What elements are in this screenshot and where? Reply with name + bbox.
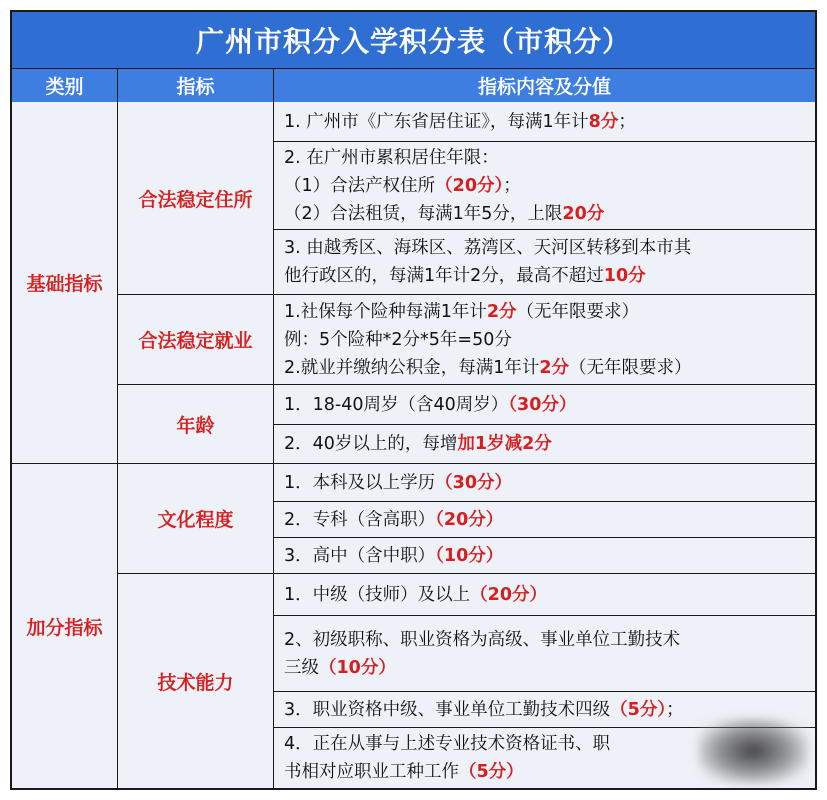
content-row-district-transfer: 3. 由越秀区、海珠区、荔湾区、天河区转移到本市其 他行政区的，每满1年计2分，最高不超过10分 bbox=[274, 230, 815, 295]
indicator-employment: 合法稳定就业 bbox=[118, 295, 274, 385]
content-row-bachelor: 1．本科及以上学历（30分） bbox=[274, 464, 815, 502]
header-category: 类别 bbox=[12, 68, 118, 102]
indicator-skill: 技术能力 bbox=[118, 574, 274, 788]
content-row-residence-years: 2. 在广州市累积居住年限： （1）合法产权住所（20分）； （2）合法租赁，每满1年5分，上限20分 bbox=[274, 142, 815, 230]
indicator-residence: 合法稳定住所 bbox=[118, 102, 274, 295]
content-row-junior-title: 2、初级职称、职业资格为高级、事业单位工勤技术 三级（10分） bbox=[274, 616, 815, 692]
content-row-residence-permit: 1. 广州市《广东省居住证》，每满1年计8分； bbox=[274, 102, 815, 142]
points-table bbox=[10, 10, 817, 790]
header-content: 指标内容及分值 bbox=[274, 68, 815, 102]
table-title: 广州市积分入学积分表（市积分） bbox=[12, 12, 815, 68]
category-basic: 基础指标 bbox=[12, 102, 118, 464]
indicator-age: 年龄 bbox=[118, 385, 274, 464]
content-row-employment: 1.社保每个险种每满1年计2分（无年限要求） 例：5个险种*2分*5年=50分 2.就业并缴纳公积金，每满1年计2分（无年限要求） bbox=[274, 295, 815, 385]
content-row-age-18-40: 1．18-40周岁（含40周岁）（30分） bbox=[274, 385, 815, 425]
content-row-intermediate: 1．中级（技师）及以上（20分） bbox=[274, 574, 815, 616]
content-row-age-over-40: 2．40岁以上的，每增加1岁减2分 bbox=[274, 425, 815, 464]
content-row-current-occupation: 4．正在从事与上述专业技术资格证书、职 书相对应职业工种工作（5分） bbox=[284, 734, 611, 782]
header-indicator: 指标 bbox=[118, 68, 274, 102]
content-row-qualification-level4: 3．职业资格中级、事业单位工勤技术四级（5分）； bbox=[274, 692, 815, 728]
content-row-high-school: 3．高中（含中职）（10分） bbox=[274, 538, 815, 574]
category-bonus: 加分指标 bbox=[12, 464, 118, 788]
content-row-college: 2．专科（含高职）（20分） bbox=[274, 502, 815, 538]
blur-watermark bbox=[698, 718, 808, 784]
indicator-education: 文化程度 bbox=[118, 464, 274, 574]
